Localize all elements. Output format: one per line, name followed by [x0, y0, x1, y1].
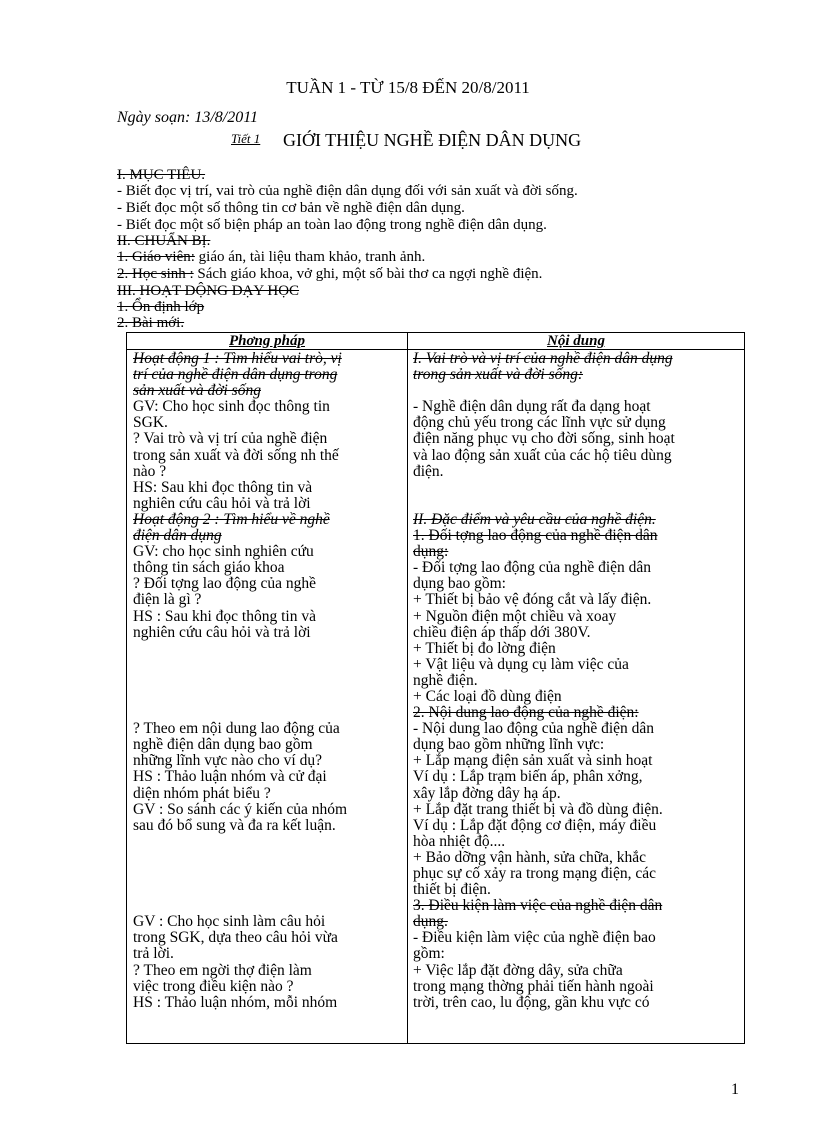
table-line — [133, 866, 401, 882]
table-line: - Nghề điện dân dụng rất đa dạng hoạt — [413, 399, 651, 416]
table-line: trí của nghề điện dân dụng trong — [133, 367, 338, 384]
table-line: điện. — [413, 463, 444, 480]
table-line: + Bảo dỡng vận hành, sửa chữa, khắc — [413, 849, 647, 866]
table-line — [133, 641, 401, 657]
header-divider — [127, 349, 744, 350]
table-line: 2. Nội dung lao động của nghề điện: — [413, 705, 639, 722]
page-title: TUẦN 1 - TỪ 15/8 ĐẾN 20/8/2011 — [286, 78, 530, 97]
table-line: HS : Sau khi đọc thông tin và — [133, 608, 316, 625]
section-1-heading: I. MỤC TIÊU. — [117, 167, 206, 183]
table-line: SGK. — [133, 415, 168, 432]
lesson-title: GIỚI THIỆU NGHỀ ĐIỆN DÂN DỤNG — [283, 130, 582, 150]
table-line: - Đối tợng lao động của nghề điện dân — [413, 560, 652, 577]
table-line: dụng. — [413, 914, 448, 931]
table-line: + Thiết bị bảo vệ đóng cắt và lấy điện. — [413, 592, 652, 609]
table-line: 1. Đối tợng lao động của nghề điện dân — [413, 528, 658, 545]
content-column-header: Nội dung — [547, 333, 605, 349]
table-line: nghiên cứu câu hỏi và trả lời — [133, 624, 311, 641]
table-line: ? Vai trò và vị trí của nghề điện — [133, 431, 328, 448]
table-line: + Việc lắp đặt đờng dây, sửa chữa — [413, 962, 623, 979]
table-line: việc trong điều kiện nào ? — [133, 978, 294, 995]
table-line — [133, 657, 401, 673]
table-line: ? Đối tợng lao động của nghề — [133, 576, 316, 593]
table-line — [133, 850, 401, 866]
table-line: GV: cho học sinh nghiên cứu — [133, 544, 314, 561]
student-text: Sách giáo khoa, vở ghi, một số bài thơ ca ngợi nghề điện. — [193, 266, 543, 282]
content-column — [413, 351, 743, 1011]
table-line: - Điều kiện làm việc của nghề điện bao — [413, 930, 656, 947]
table-line — [133, 705, 401, 721]
table-line: điện là gì ? — [133, 592, 202, 609]
table-line: động chủ yếu trong các lĩnh vực sử dụng — [413, 415, 666, 432]
table-line: GV: Cho học sinh đọc thông tin — [133, 399, 330, 416]
table-line — [413, 480, 743, 496]
objective-line: - Biết đọc vị trí, vai trò của nghề điện dân dụng đối với sản xuất và đời sống. — [117, 183, 578, 199]
table-line: trả lời. — [133, 946, 174, 963]
table-line — [133, 689, 401, 705]
table-line: dụng: — [413, 544, 449, 561]
table-line: nào ? — [133, 463, 167, 480]
method-column-header: Phơng pháp — [229, 333, 305, 349]
table-line: Ví dụ : Lắp đặt động cơ điện, máy điều — [413, 817, 657, 834]
table-line: ? Theo em nội dung lao động của — [133, 721, 340, 738]
table-line: trời, trên cao, lu động, gần khu vực có — [413, 994, 650, 1011]
table-line: GV : So sánh các ý kiến của nhóm — [133, 801, 348, 818]
table-line: nghiên cứu câu hỏi và trả lời — [133, 495, 311, 512]
table-line: trong SGK, dựa theo câu hỏi vừa — [133, 930, 338, 947]
table-line: - Nội dung lao động của nghề điện dân — [413, 721, 655, 738]
section-3-heading: III. HOẠT ĐỘNG DẠY HỌC — [117, 283, 300, 299]
table-line: những lĩnh vực nào cho ví dụ? — [133, 753, 322, 770]
prep-date: Ngày soạn: 13/8/2011 — [117, 109, 259, 126]
section-2-heading: II. CHUẨN BỊ. — [117, 233, 211, 249]
table-line: Hoạt động 2 : Tìm hiểu về nghề — [133, 511, 330, 528]
table-line: dụng bao gồm những lĩnh vực: — [413, 737, 605, 754]
table-line: Hoạt động 1 : Tìm hiểu vai trò, vị — [133, 351, 342, 367]
table-line: GV : Cho học sinh làm câu hỏi — [133, 914, 326, 931]
table-line: 3. Điều kiện làm việc của nghề điện dân — [413, 898, 663, 915]
lesson-table — [126, 332, 745, 1044]
teacher-text: giáo án, tài liệu tham khảo, tranh ảnh. — [194, 249, 426, 265]
table-line: nghề điện. — [413, 672, 478, 689]
page-number: 1 — [731, 1081, 739, 1098]
method-column — [133, 351, 401, 1011]
table-line: I. Vai trò và vị trí của nghề điện dân dụng — [413, 351, 673, 367]
column-divider — [407, 333, 408, 1043]
table-line: HS : Thảo luận nhóm và cử đại — [133, 769, 327, 786]
objective-line: - Biết đọc một số biện pháp an toàn lao động trong nghề điện dân dụng. — [117, 217, 547, 233]
table-line — [133, 898, 401, 914]
table-line: + Lắp đặt trang thiết bị và đồ dùng điện. — [413, 801, 663, 818]
student-label: 2. Học sinh : — [117, 266, 194, 282]
table-line: II. Đặc điểm và yêu cầu của nghề điện. — [413, 511, 656, 528]
teacher-label: 1. Giáo viên: — [117, 249, 195, 265]
table-line: chiều điện áp thấp dới 380V. — [413, 624, 591, 641]
table-line: điện dân dụng — [133, 528, 222, 545]
objective-line: - Biết đọc một số thông tin cơ bản về nghề điện dân dụng. — [117, 200, 465, 216]
table-line — [133, 882, 401, 898]
table-line: Ví dụ : Lắp trạm biến áp, phân xởng, — [413, 769, 643, 786]
table-line: trong mạng thờng phải tiến hành ngoài — [413, 978, 654, 995]
table-line: gồm: — [413, 946, 445, 963]
table-line: thiết bị điện. — [413, 882, 491, 899]
table-line: xây lắp đờng dây hạ áp. — [413, 785, 561, 802]
table-line — [413, 383, 743, 399]
table-line: HS : Thảo luận nhóm, mỗi nhóm — [133, 994, 338, 1011]
table-line — [413, 496, 743, 512]
table-line: nghề điện dân dụng bao gồm — [133, 737, 313, 754]
new-lesson: 2. Bài mới. — [117, 315, 185, 331]
table-line: phục sự cố xảy ra trong mạng điện, các — [413, 866, 656, 882]
table-line: và lao động sản xuất của các hộ tiêu dùng — [413, 447, 672, 464]
table-line: + Vật liệu và dụng cụ làm việc của — [413, 656, 629, 673]
table-line: ? Theo em ngời thợ điện làm — [133, 962, 312, 979]
table-line: trong sản xuất và đời sống: — [413, 367, 584, 384]
table-line: dụng bao gồm: — [413, 576, 506, 593]
lesson-number: Tiết 1 — [231, 131, 261, 146]
table-line: + Nguồn điện một chiều và xoay — [413, 608, 617, 625]
table-line: điện năng phục vụ cho đời sống, sinh hoạt — [413, 431, 675, 448]
table-line: + Thiết bị đo lờng điện — [413, 640, 556, 657]
table-line: trong sản xuất và đời sống nh thế — [133, 447, 339, 464]
table-line: sau đó bổ sung và đa ra kết luận. — [133, 817, 336, 834]
student-prep — [117, 266, 542, 283]
table-line: + Các loại đồ dùng điện — [413, 688, 562, 705]
table-line: + Lắp mạng điện sản xuất và sinh hoạt — [413, 753, 653, 770]
table-line: diện nhóm phát biểu ? — [133, 785, 271, 802]
teacher-prep — [117, 249, 425, 266]
table-line: HS: Sau khi đọc thông tin và — [133, 479, 313, 496]
table-line: thông tin sách giáo khoa — [133, 560, 285, 577]
class-stabilize: 1. Ổn định lớp — [117, 299, 205, 315]
table-line — [133, 834, 401, 850]
table-line: hòa nhiệt độ.... — [413, 833, 506, 850]
table-line: sản xuất và đời sống — [133, 383, 261, 400]
table-line — [133, 673, 401, 689]
